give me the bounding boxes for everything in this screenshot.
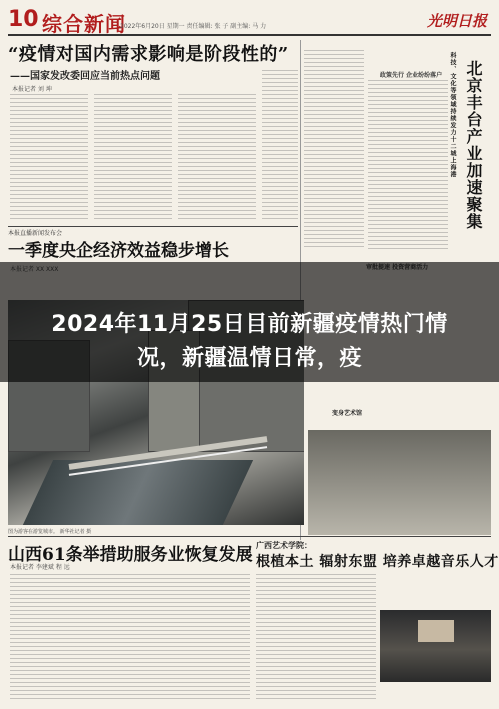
article1-body-col1 <box>10 94 88 222</box>
article2-tag: 本报直播新闻发布会 <box>8 230 63 237</box>
article1-body-col2 <box>94 94 172 222</box>
article1-byline: 本报记者 刘 坤 <box>12 86 52 93</box>
right-vertical-head: 科技、文化等领域持续发力十二城上海港 <box>449 52 456 178</box>
poster-image <box>308 430 491 535</box>
article1-body-col4 <box>262 70 298 222</box>
article2-headline: 一季度央企经济效益稳步增长 <box>8 241 229 261</box>
photo-caption: 图为游客在游览城市。 新华社记者 摄 <box>8 529 92 535</box>
right-title: 北京丰台产业加速聚集 <box>464 60 483 230</box>
right-body-col2 <box>368 80 448 250</box>
article3-headline: 山西61条举措助服务业恢复发展 <box>8 545 253 565</box>
overlay-title: 2024年11月25日目前新疆疫情热门情况，新疆温情日常，疫 <box>51 312 448 371</box>
section-title: 综合新闻 <box>42 12 126 36</box>
right-sub1: 政策先行 企业纷纷落户 <box>380 72 443 79</box>
article3-byline: 本报记者 李建斌 程 远 <box>10 564 70 571</box>
article4-headline: 根植本土 辐射东盟 培养卓越音乐人才 <box>256 554 499 570</box>
article3-body <box>10 574 250 702</box>
concert-photo <box>380 610 491 682</box>
newspaper-logo: 光明日报 <box>426 12 487 30</box>
article4-tag: 广西艺术学院： <box>256 541 312 550</box>
divider-lower <box>8 536 491 537</box>
article1-headline: “疫情对国内需求影响是阶段性的” <box>8 44 289 65</box>
masthead <box>8 6 491 36</box>
page-number: 10 <box>8 7 39 32</box>
article4-body <box>256 574 376 702</box>
article1-subhead: ——国家发改委回应当前热点问题 <box>10 71 160 82</box>
article1-body-col3 <box>178 94 256 222</box>
poster-title: 变身艺术馆 <box>332 410 363 417</box>
dateline: 2022年6月20日 星期一 责任编辑: 张 子 副主编: 马 力 <box>120 23 267 30</box>
divider-mid <box>8 226 298 227</box>
right-body-col <box>304 50 364 250</box>
